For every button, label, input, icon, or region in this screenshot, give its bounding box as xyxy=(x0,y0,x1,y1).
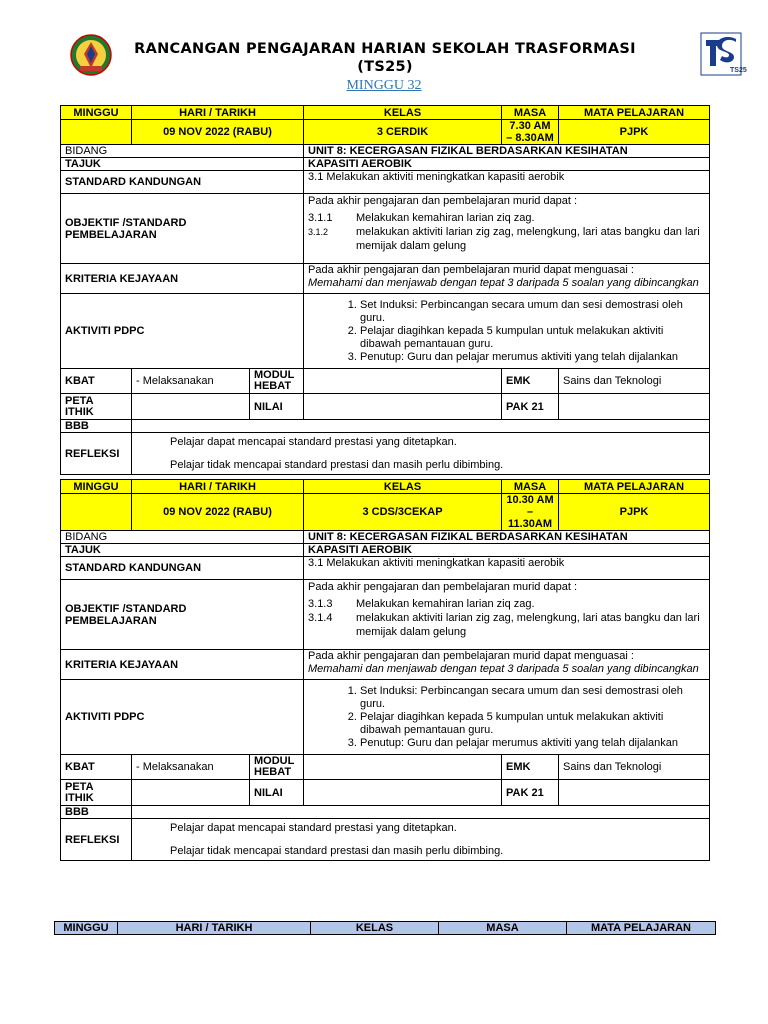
hari-tarikh-value: 09 NOV 2022 (RABU) xyxy=(132,494,304,531)
aktiviti-value xyxy=(304,294,710,369)
header-masa: MASA xyxy=(502,106,559,120)
peta-label-line-2: ITHIK xyxy=(65,405,94,418)
objektif-text: Melakukan kemahiran larian ziq zag. xyxy=(356,598,535,610)
objektif-value xyxy=(304,194,710,264)
refleksi-value xyxy=(132,433,710,475)
nilai-label: NILAI xyxy=(250,394,304,420)
aktiviti-list xyxy=(308,299,705,364)
bidang-value: UNIT 8: KECERGASAN FIZIKAL BERDASARKAN KESIHATAN xyxy=(304,145,710,158)
kbat-label: KBAT xyxy=(61,755,132,780)
ts25-logo-icon xyxy=(700,32,747,76)
refleksi-label: REFLEKSI xyxy=(61,433,132,475)
header-kelas: KELAS xyxy=(304,480,502,494)
week-label[interactable]: MINGGU 32 xyxy=(346,78,422,93)
header-hari-tarikh: HARI / TARIKH xyxy=(118,922,311,935)
objektif-label xyxy=(61,580,304,650)
objektif-text: Melakukan kemahiran larian ziq zag. xyxy=(356,212,535,224)
tajuk-value: KAPASITI AEROBIK xyxy=(304,158,710,171)
objektif-label-line-1: OBJEKTIF /STANDARD xyxy=(65,602,187,615)
tajuk-label: TAJUK xyxy=(61,158,304,171)
modul-label-line-1: MODUL xyxy=(254,369,295,381)
lesson-plan-table-1 xyxy=(60,105,710,475)
kriteria-text: Memahami dan menjawab dengan tepat 3 daripada 5 soalan yang dibincangkan xyxy=(308,277,699,289)
aktiviti-item: 2. Pelajar diagihkan kepada 5 kumpulan untuk melakukan aktiviti dibawah pemantauan guru. xyxy=(360,325,705,351)
kelas-value: 3 CDS/3CEKAP xyxy=(304,494,502,531)
objektif-number: 3.1.2 xyxy=(308,227,329,237)
modul-label-line-2: HEBAT xyxy=(254,380,292,392)
kriteria-intro: Pada akhir pengajaran dan pembelajaran murid dapat menguasai : xyxy=(308,264,634,276)
bidang-label: BIDANG xyxy=(61,531,304,544)
standard-kandungan-value: 3.1 Melakukan aktiviti meningkatkan kapasiti aerobik xyxy=(304,171,710,194)
column-header-row xyxy=(61,480,710,494)
objektif-number: 3.1.4 xyxy=(308,612,333,624)
header-kelas: KELAS xyxy=(311,922,439,935)
pak-label: PAK 21 xyxy=(502,394,559,420)
objektif-number: 3.1.3 xyxy=(308,598,333,610)
lesson-info-row xyxy=(61,494,710,531)
bbb-label: BBB xyxy=(61,420,132,433)
kriteria-text: Memahami dan menjawab dengan tepat 3 daripada 5 soalan yang dibincangkan xyxy=(308,663,699,675)
objektif-label xyxy=(61,194,304,264)
emk-label: EMK xyxy=(502,755,559,780)
pak-label: PAK 21 xyxy=(502,780,559,806)
objektif-number: 3.1.1 xyxy=(308,212,333,224)
pak-value xyxy=(559,394,710,420)
bidang-label: BIDANG xyxy=(61,145,304,158)
kriteria-label: KRITERIA KEJAYAAN xyxy=(61,650,304,680)
modul-label xyxy=(250,369,304,394)
objektif-label-line-2: PEMBELAJARAN xyxy=(65,228,157,241)
refleksi-line-2: Pelajar tidak mencapai standard prestasi dan masih perlu dibimbing. xyxy=(170,458,504,471)
header-hari-tarikh: HARI / TARIKH xyxy=(132,106,304,120)
objektif-intro: Pada akhir pengajaran dan pembelajaran murid dapat : xyxy=(308,195,578,207)
kbat-label: KBAT xyxy=(61,369,132,394)
pak-value xyxy=(559,780,710,806)
header-mata-pelajaran: MATA PELAJARAN xyxy=(567,922,716,935)
mata-pelajaran-value: PJPK xyxy=(559,120,710,145)
header-mata-pelajaran: MATA PELAJARAN xyxy=(559,106,710,120)
hari-tarikh-value: 09 NOV 2022 (RABU) xyxy=(132,120,304,145)
peta-label-line-1: PETA xyxy=(65,780,94,793)
modul-label xyxy=(250,755,304,780)
lesson-info-row xyxy=(61,120,710,145)
title-line-2: (TS25) xyxy=(357,59,413,75)
kbat-value: - Melaksanakan xyxy=(132,369,250,394)
objektif-item xyxy=(308,225,705,253)
kriteria-value xyxy=(304,264,710,294)
peta-label xyxy=(61,780,132,806)
lesson-plan-table-2 xyxy=(60,479,710,861)
standard-kandungan-label: STANDARD KANDUNGAN xyxy=(61,171,304,194)
tajuk-value: KAPASITI AEROBIK xyxy=(304,544,710,557)
nilai-label: NILAI xyxy=(250,780,304,806)
header-masa: MASA xyxy=(502,480,559,494)
modul-value xyxy=(304,369,502,394)
kriteria-label: KRITERIA KEJAYAAN xyxy=(61,264,304,294)
refleksi-line-1: Pelajar dapat mencapai standard prestasi yang ditetapkan. xyxy=(170,435,457,448)
header-mata-pelajaran: MATA PELAJARAN xyxy=(559,480,710,494)
emk-label: EMK xyxy=(502,369,559,394)
standard-kandungan-label: STANDARD KANDUNGAN xyxy=(61,557,304,580)
tajuk-label: TAJUK xyxy=(61,544,304,557)
mata-pelajaran-value: PJPK xyxy=(559,494,710,531)
column-header-row xyxy=(61,106,710,120)
objektif-item xyxy=(308,611,705,639)
school-crest-icon xyxy=(70,34,112,76)
refleksi-label: REFLEKSI xyxy=(61,819,132,861)
refleksi-line-1: Pelajar dapat mencapai standard prestasi yang ditetapkan. xyxy=(170,821,457,834)
next-lesson-header-table xyxy=(54,921,716,935)
aktiviti-label: AKTIVITI PDPC xyxy=(61,294,304,369)
svg-text:TS25: TS25 xyxy=(730,67,747,74)
aktiviti-item: 1. Set Induksi: Perbincangan secara umum dan sesi demostrasi oleh guru. xyxy=(360,299,705,325)
column-header-row xyxy=(55,922,716,935)
kriteria-intro: Pada akhir pengajaran dan pembelajaran murid dapat menguasai : xyxy=(308,650,634,662)
header-masa: MASA xyxy=(439,922,567,935)
document-title xyxy=(110,40,660,76)
objektif-intro: Pada akhir pengajaran dan pembelajaran murid dapat : xyxy=(308,581,578,593)
modul-value xyxy=(304,755,502,780)
peta-value xyxy=(132,780,250,806)
aktiviti-item: 1. Set Induksi: Perbincangan secara umum dan sesi demostrasi oleh guru. xyxy=(360,685,705,711)
peta-label xyxy=(61,394,132,420)
kelas-value: 3 CERDIK xyxy=(304,120,502,145)
bbb-value xyxy=(132,806,710,819)
kriteria-value xyxy=(304,650,710,680)
refleksi-value xyxy=(132,819,710,861)
objektif-label-line-2: PEMBELAJARAN xyxy=(65,614,157,627)
objektif-item xyxy=(308,597,705,611)
nilai-value xyxy=(304,780,502,806)
objektif-text: melakukan aktiviti larian zig zag, melengkung, lari atas bangku dan lari memijak dalam gelung xyxy=(356,612,700,638)
title-line-1: RANCANGAN PENGAJARAN HARIAN SEKOLAH TRASFORMASI xyxy=(134,41,636,57)
modul-label-line-1: MODUL xyxy=(254,755,295,767)
header-kelas: KELAS xyxy=(304,106,502,120)
header-minggu: MINGGU xyxy=(61,106,132,120)
masa-value: 7.30 AM – 8.30AM xyxy=(502,120,559,145)
objektif-label-line-1: OBJEKTIF /STANDARD xyxy=(65,216,187,229)
bbb-label: BBB xyxy=(61,806,132,819)
minggu-value xyxy=(61,120,132,145)
objektif-item xyxy=(308,211,705,225)
minggu-value xyxy=(61,494,132,531)
peta-label-line-1: PETA xyxy=(65,394,94,407)
standard-kandungan-value: 3.1 Melakukan aktiviti meningkatkan kapasiti aerobik xyxy=(304,557,710,580)
aktiviti-label: AKTIVITI PDPC xyxy=(61,680,304,755)
nilai-value xyxy=(304,394,502,420)
objektif-text: melakukan aktiviti larian zig zag, melengkung, lari atas bangku dan lari memijak dalam gelung xyxy=(356,226,700,252)
header-minggu: MINGGU xyxy=(55,922,118,935)
masa-value: 10.30 AM – 11.30AM xyxy=(502,494,559,531)
aktiviti-value xyxy=(304,680,710,755)
bbb-value xyxy=(132,420,710,433)
emk-value: Sains dan Teknologi xyxy=(559,755,710,780)
header-minggu: MINGGU xyxy=(61,480,132,494)
aktiviti-list xyxy=(308,685,705,750)
refleksi-line-2: Pelajar tidak mencapai standard prestasi dan masih perlu dibimbing. xyxy=(170,844,504,857)
aktiviti-item: 3. Penutup: Guru dan pelajar merumus aktiviti yang telah dijalankan xyxy=(360,351,705,364)
kbat-value: - Melaksanakan xyxy=(132,755,250,780)
modul-label-line-2: HEBAT xyxy=(254,766,292,778)
document-header xyxy=(0,30,768,100)
aktiviti-item: 3. Penutup: Guru dan pelajar merumus aktiviti yang telah dijalankan xyxy=(360,737,705,750)
peta-label-line-2: ITHIK xyxy=(65,791,94,804)
objektif-value xyxy=(304,580,710,650)
bidang-value: UNIT 8: KECERGASAN FIZIKAL BERDASARKAN KESIHATAN xyxy=(304,531,710,544)
aktiviti-item: 2. Pelajar diagihkan kepada 5 kumpulan untuk melakukan aktiviti dibawah pemantauan guru. xyxy=(360,711,705,737)
header-hari-tarikh: HARI / TARIKH xyxy=(132,480,304,494)
peta-value xyxy=(132,394,250,420)
emk-value: Sains dan Teknologi xyxy=(559,369,710,394)
